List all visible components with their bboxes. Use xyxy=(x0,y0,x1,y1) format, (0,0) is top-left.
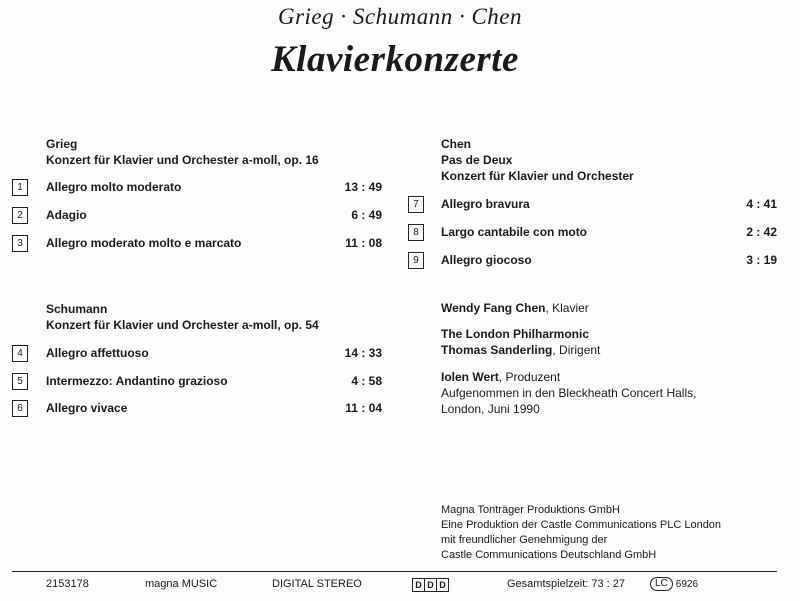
grieg-composer: Grieg xyxy=(46,137,78,151)
track-number-box: 6 xyxy=(12,400,28,417)
total-playing-time: Gesamtspielzeit: 73 : 27 xyxy=(507,578,626,590)
track-number-box: 9 xyxy=(408,252,424,269)
track-number-box: 8 xyxy=(408,224,424,241)
track-number-box: 3 xyxy=(12,235,28,252)
track-number-box: 2 xyxy=(12,207,28,224)
conductor-credit xyxy=(441,343,600,358)
catalog-number: 2153178 xyxy=(46,578,89,590)
track-number-box: 4 xyxy=(12,345,28,362)
conductor-name: Thomas Sanderling xyxy=(441,343,553,357)
track-duration: 4 : 58 xyxy=(351,374,382,388)
orchestra-credit: The London Philharmonic xyxy=(441,327,589,341)
pianist-name: Wendy Fang Chen xyxy=(441,301,546,315)
format-text: DIGITAL STEREO xyxy=(272,578,362,590)
track-duration: 3 : 19 xyxy=(746,253,777,267)
track-duration: 4 : 41 xyxy=(746,197,777,211)
track-duration: 2 : 42 xyxy=(746,225,777,239)
pianist-credit xyxy=(441,301,589,316)
ddd-letter: D xyxy=(425,578,437,592)
footer-divider xyxy=(12,571,777,572)
schumann-work: Konzert für Klavier und Orchester a-moll, op. 54 xyxy=(46,318,319,332)
track-title: Allegro vivace xyxy=(46,401,128,415)
chen-composer: Chen xyxy=(441,137,471,151)
schumann-composer: Schumann xyxy=(46,302,108,316)
track-number-box: 7 xyxy=(408,196,424,213)
track-duration: 13 : 49 xyxy=(344,180,382,194)
producer-credit xyxy=(441,370,560,385)
pianist-role: , Klavier xyxy=(545,301,589,315)
track-title: Allegro affettuoso xyxy=(46,346,149,360)
ddd-letter: D xyxy=(412,578,425,592)
composers-heading: Grieg · Schumann · Chen xyxy=(277,4,523,29)
chen-work-subtitle: Konzert für Klavier und Orchester xyxy=(441,169,634,183)
label-line-1: Magna Tonträger Produktions GmbH xyxy=(441,504,620,516)
track-title: Allegro moderato molto e marcato xyxy=(46,236,242,250)
track-title: Largo cantabile con moto xyxy=(441,225,588,239)
grieg-work: Konzert für Klavier und Orchester a-moll, op. 16 xyxy=(46,153,319,167)
producer-name: Iolen Wert xyxy=(441,370,499,384)
track-title: Allegro bravura xyxy=(441,197,530,211)
track-title: Adagio xyxy=(46,208,87,222)
conductor-role: , Dirigent xyxy=(552,343,601,357)
track-title: Allegro giocoso xyxy=(441,253,532,267)
track-title: Intermezzo: Andantino grazioso xyxy=(46,374,228,388)
lc-badge xyxy=(650,577,698,591)
track-number-box: 5 xyxy=(12,373,28,390)
lc-code: 6926 xyxy=(675,578,699,590)
track-title: Allegro molto moderato xyxy=(46,180,182,194)
label-line-4: Castle Communications Deutschland GmbH xyxy=(441,549,657,561)
track-number-box: 1 xyxy=(12,179,28,196)
label-line-3: mit freundlicher Genehmigung der xyxy=(441,534,608,546)
track-duration: 14 : 33 xyxy=(344,346,382,360)
track-duration: 11 : 04 xyxy=(345,401,382,415)
album-title: Klavierkonzerte xyxy=(271,39,519,80)
ddd-letter: D xyxy=(437,578,449,592)
ddd-badge xyxy=(412,578,449,592)
label-name: magna MUSIC xyxy=(145,578,218,590)
producer-role: , Produzent xyxy=(498,370,561,384)
chen-work-title: Pas de Deux xyxy=(441,153,513,167)
label-line-2: Eine Produktion der Castle Communications PLC London xyxy=(441,519,722,531)
track-duration: 6 : 49 xyxy=(351,208,382,222)
lc-logo: LC xyxy=(650,577,673,591)
track-duration: 11 : 08 xyxy=(345,236,382,250)
recording-location: Aufgenommen in den Bleckheath Concert Halls, xyxy=(441,386,697,400)
recording-date: London, Juni 1990 xyxy=(441,402,540,416)
